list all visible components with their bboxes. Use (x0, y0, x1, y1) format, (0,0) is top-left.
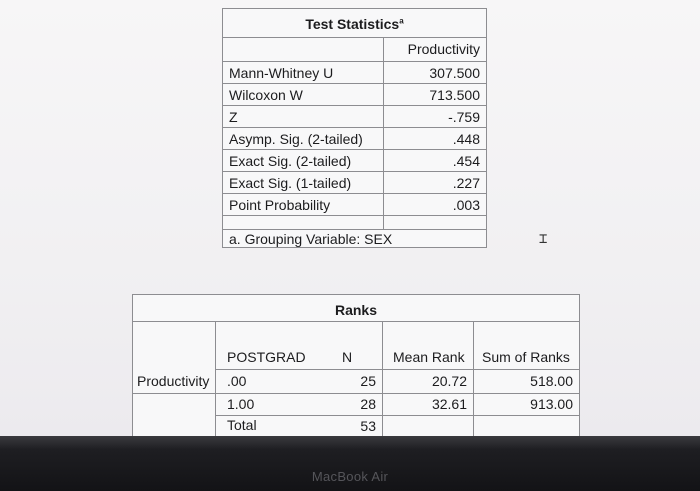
row-label: Exact Sig. (2-tailed) (229, 153, 352, 169)
row-value: -.759 (448, 109, 480, 125)
table-row (227, 84, 483, 106)
n-value: 25 (360, 373, 376, 389)
table-title: Test Statistics$^a$ (305, 16, 404, 32)
mean-rank-value: 20.72 (431, 373, 467, 389)
table-row (227, 172, 483, 194)
row-value: .227 (452, 175, 480, 191)
group-label: .00 (227, 373, 247, 389)
row-value: 307.500 (429, 65, 480, 81)
row-value: .003 (452, 197, 480, 213)
group-label: Total (227, 417, 257, 433)
sum-of-ranks-value: 913.00 (530, 396, 573, 412)
row-label: Point Probability (229, 197, 331, 213)
table-row (227, 62, 483, 84)
row-value: .448 (452, 131, 480, 147)
column-header-mean-rank: Mean Rank (393, 349, 465, 365)
mean-rank-value: 32.61 (431, 396, 467, 412)
variable-label: Productivity (137, 373, 210, 389)
column-header: Productivity (407, 41, 480, 57)
table-row (227, 150, 483, 172)
laptop-bezel (0, 436, 700, 491)
text-cursor-icon: ⌶ (539, 231, 548, 247)
row-label: Wilcoxon W (229, 87, 303, 103)
n-value: 28 (360, 396, 376, 412)
column-header-sum-of-ranks: Sum of Ranks (482, 349, 570, 365)
row-value: 713.500 (429, 87, 480, 103)
table-row (227, 106, 483, 128)
table-row (227, 128, 483, 150)
row-label: Mann-Whitney U (229, 65, 334, 81)
column-header-n: N (342, 349, 353, 365)
table-title: Ranks (334, 302, 378, 318)
device-label: MacBook Air (311, 469, 389, 484)
sum-of-ranks-value: 518.00 (530, 373, 573, 389)
row-label: Z (229, 109, 238, 125)
ranks-table (132, 294, 580, 436)
test-statistics-table (222, 8, 487, 248)
table-row (227, 194, 483, 216)
n-value: 53 (360, 418, 376, 434)
row-label: Exact Sig. (1-tailed) (229, 175, 352, 191)
table-footnote: a. Grouping Variable: SEX (229, 231, 393, 247)
row-label: Asymp. Sig. (2-tailed) (229, 131, 363, 147)
group-label: 1.00 (227, 396, 255, 412)
row-value: .454 (452, 153, 480, 169)
column-header-postgrad: POSTGRAD (227, 349, 306, 365)
footnote-marker: a (399, 16, 404, 26)
